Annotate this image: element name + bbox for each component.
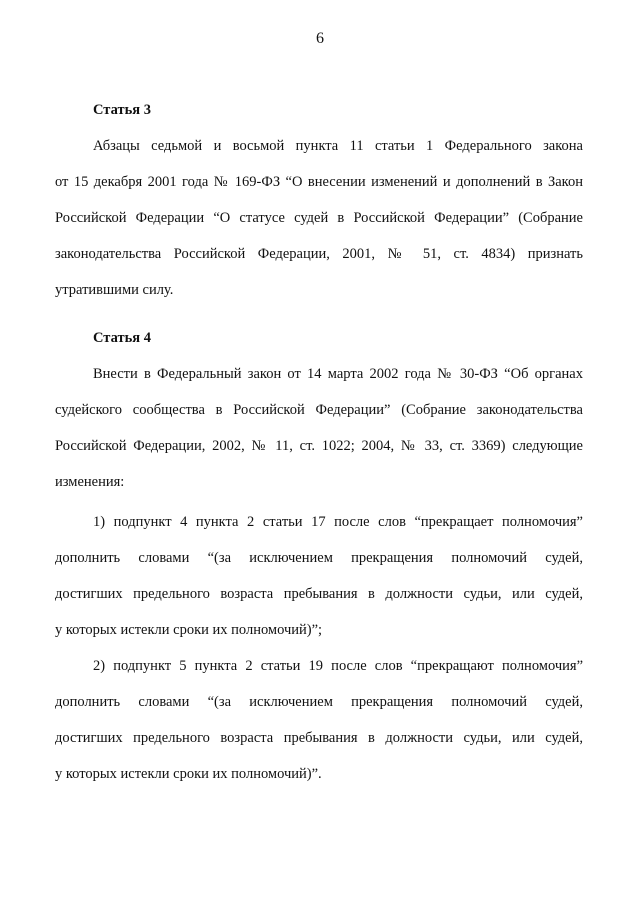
- article-3-line: Абзацы седьмой и восьмой пункта 11 статьи 1 Федерального закона: [93, 138, 583, 154]
- article-3-line: законодательства Российской Федерации, 2001, № 51, ст. 4834) признать: [55, 246, 583, 262]
- item-2-line: 2) подпункт 5 пункта 2 статьи 19 после слов “прекращают полномочия”: [93, 658, 583, 674]
- article-3-heading: Статья 3: [93, 102, 151, 118]
- article-4-intro-line: Внести в Федеральный закон от 14 марта 2002 года № 30-ФЗ “Об органах: [93, 366, 583, 382]
- item-1-line: достигших предельного возраста пребывания в должности судьи, или судей,: [55, 586, 583, 602]
- item-1-line: дополнить словами “(за исключением прекращения полномочий судей,: [55, 550, 583, 566]
- item-2-line: дополнить словами “(за исключением прекращения полномочий судей,: [55, 694, 583, 710]
- article-4-intro-line: Российской Федерации, 2002, № 11, ст. 1022; 2004, № 33, ст. 3369) следующие: [55, 438, 583, 454]
- item-1-line: 1) подпункт 4 пункта 2 статьи 17 после слов “прекращает полномочия”: [93, 514, 583, 530]
- item-2-line: у которых истекли сроки их полномочий)”.: [55, 766, 322, 782]
- item-1-line: у которых истекли сроки их полномочий)”;: [55, 622, 323, 638]
- item-2-line: достигших предельного возраста пребывания в должности судьи, или судей,: [55, 730, 583, 746]
- article-4-intro-line: изменения:: [55, 474, 125, 490]
- article-4-intro-line: судейского сообщества в Российской Федерации” (Собрание законодательства: [55, 402, 583, 418]
- page-number: 6: [316, 30, 324, 47]
- article-3-line: от 15 декабря 2001 года № 169-ФЗ “О внесении изменений и дополнений в Закон: [55, 174, 583, 190]
- article-4-heading: Статья 4: [93, 330, 151, 346]
- article-3-line: утратившими силу.: [55, 282, 174, 298]
- article-3-line: Российской Федерации “О статусе судей в Российской Федерации” (Собрание: [55, 210, 583, 226]
